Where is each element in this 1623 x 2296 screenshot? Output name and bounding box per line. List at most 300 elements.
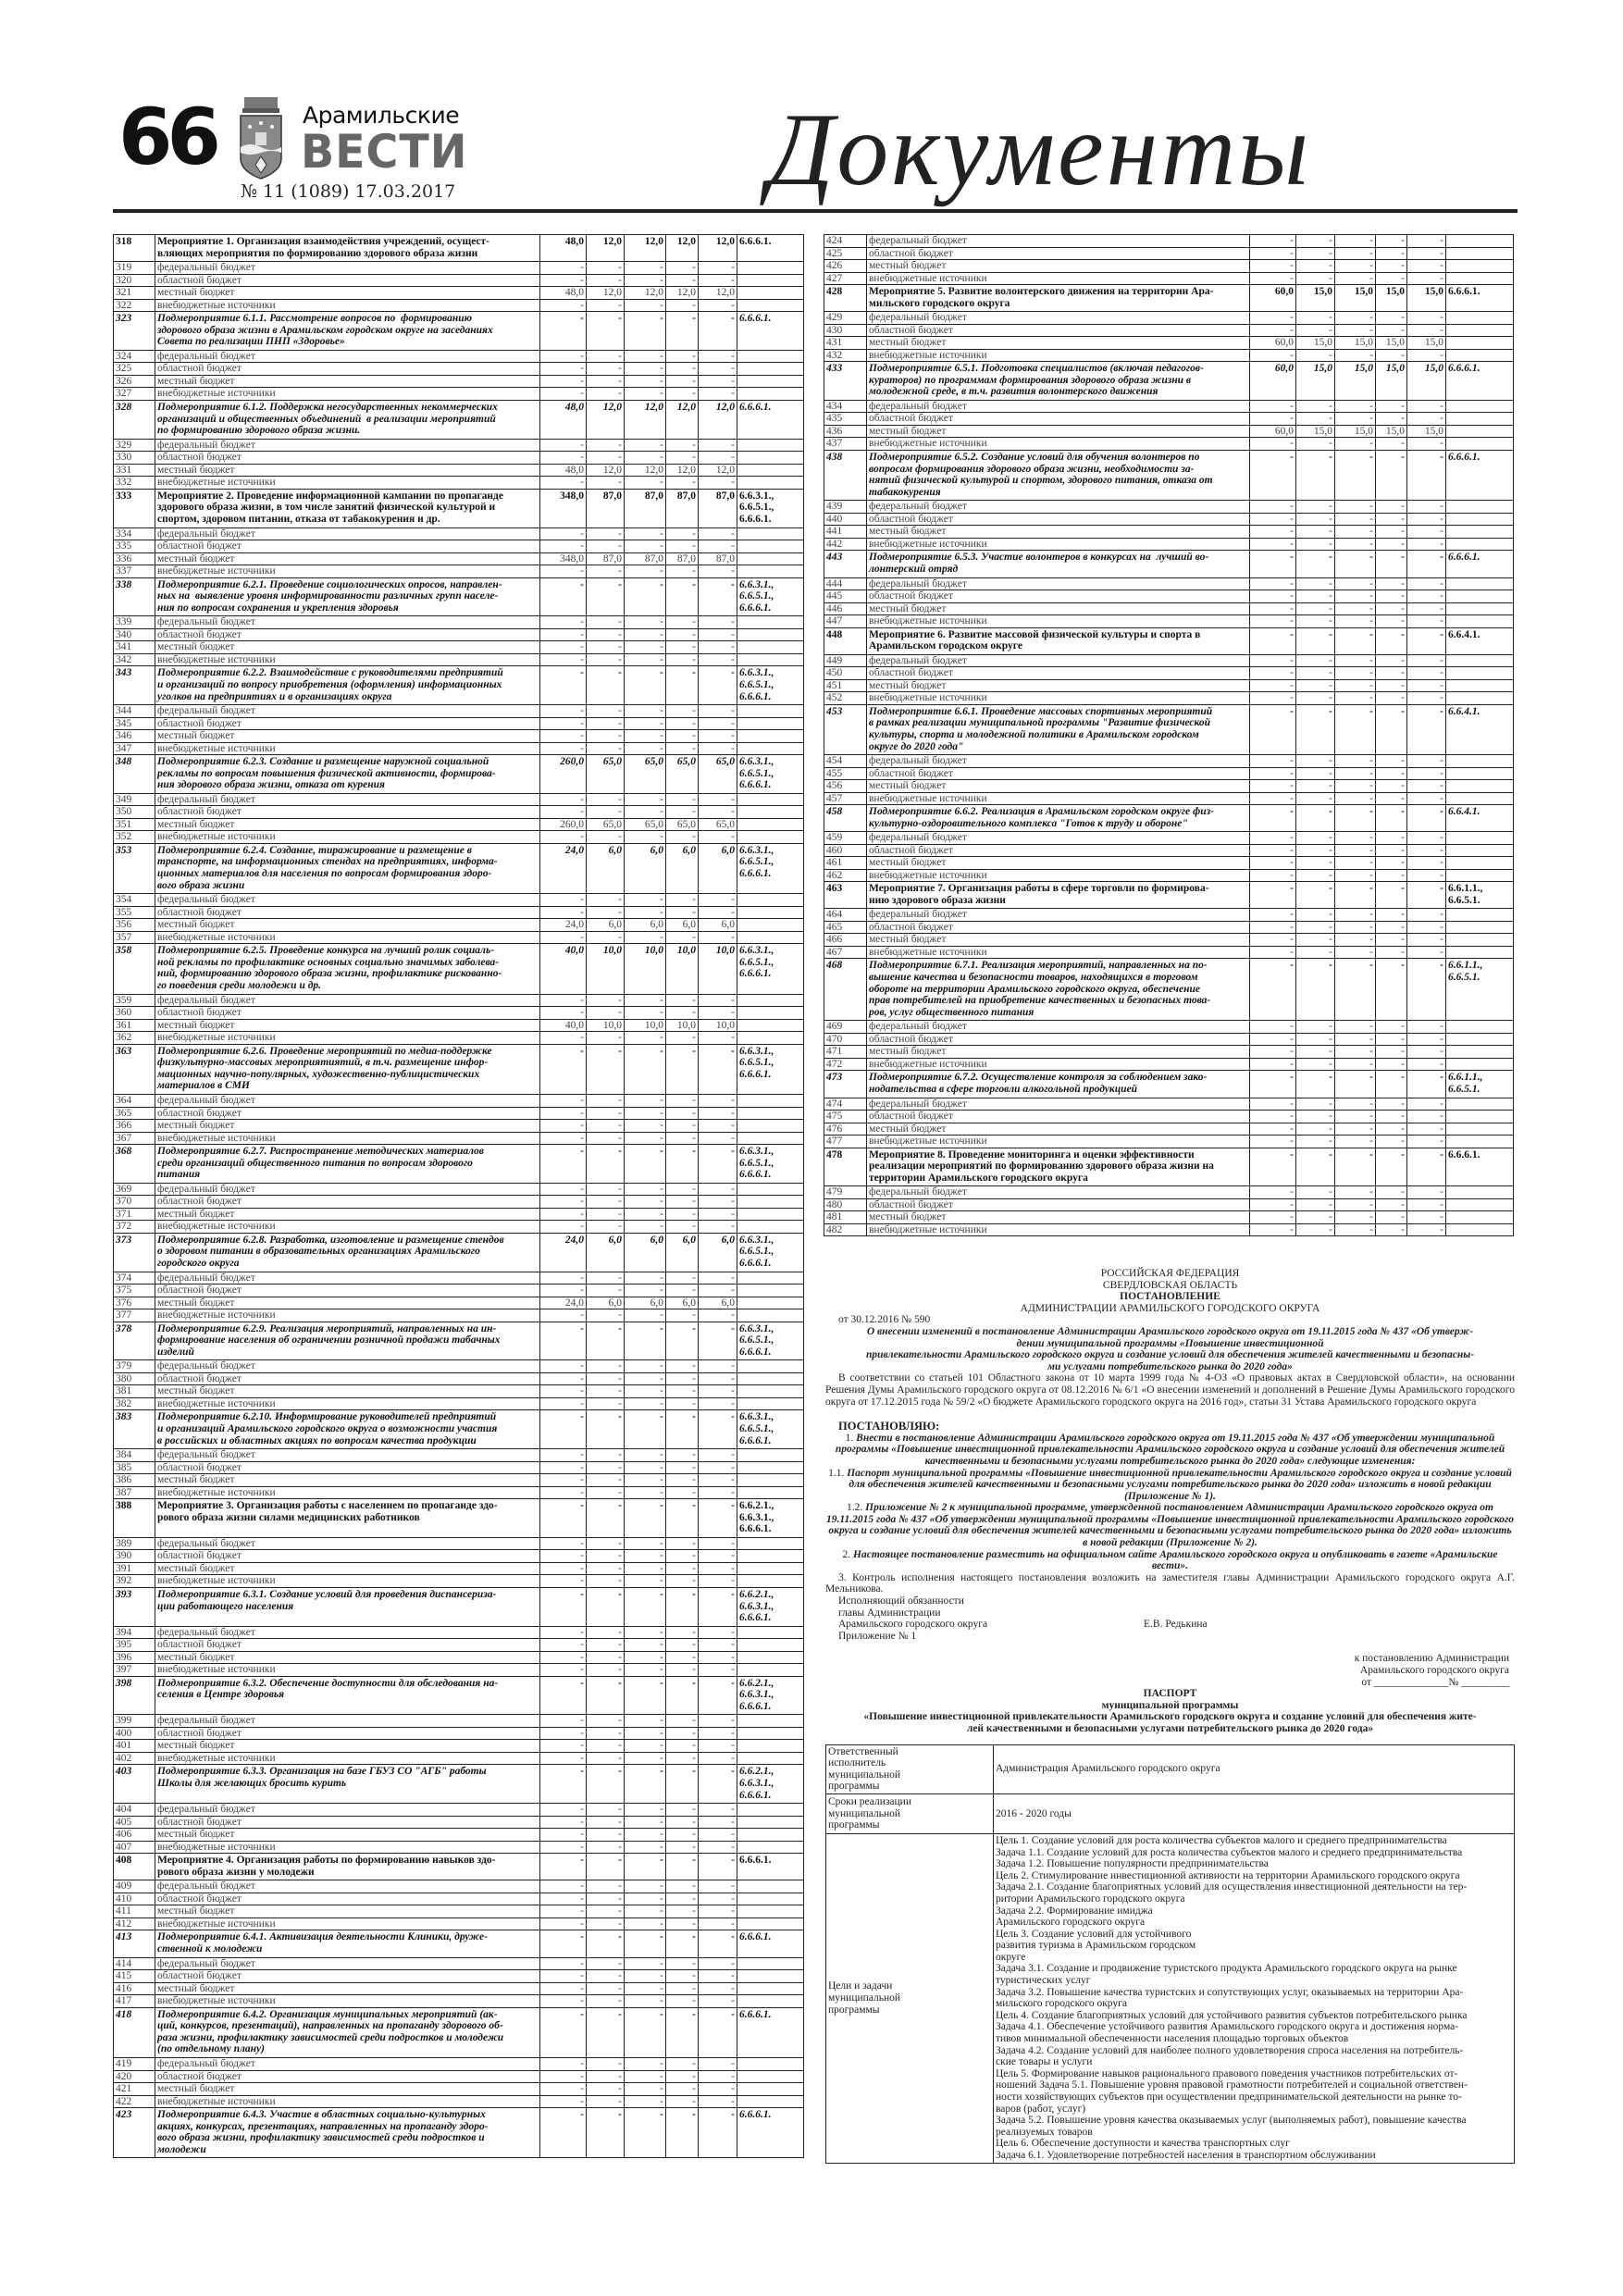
budget-source: областной бюджет [155,363,540,376]
year-value: - [1376,667,1407,680]
year-value: - [699,1499,737,1538]
budget-source: внебюджетные источники [155,2095,540,2108]
year-value: - [1296,959,1335,1021]
target-codes [1446,921,1514,934]
year-value: - [699,1562,737,1575]
budget-source: областной бюджет [867,1198,1250,1211]
row-number: 379 [114,1360,155,1373]
year-value: - [1376,679,1407,692]
year-value: - [587,641,625,654]
year-value: - [666,1183,699,1196]
target-codes: 6.6.6.1. [737,2108,804,2158]
budget-source: местный бюджет [155,1905,540,1918]
table-row-budget [114,1032,804,1045]
budget-source: внебюджетные источники [867,946,1250,959]
row-number: 342 [114,653,155,666]
year-value: - [1296,667,1335,680]
target-codes [737,1727,804,1740]
program-table-right [824,234,1514,1236]
total-value: - [1250,235,1296,248]
total-value: - [1250,882,1296,909]
table-row-budget [114,1982,804,1995]
year-value: - [625,439,666,452]
year-value: - [699,2070,737,2083]
passport-subtitle: муниципальной программы [1101,1699,1239,1711]
year-value: - [625,717,666,730]
year-value: - [699,1145,737,1184]
budget-source: областной бюджет [867,247,1250,260]
table-row-activity [824,805,1514,832]
year-value: - [1335,1021,1376,1034]
budget-source: областной бюджет [155,1285,540,1297]
table-row-budget [824,513,1514,526]
row-number: 387 [114,1486,155,1499]
year-value: - [1335,400,1376,413]
total-value: 48,0 [540,400,587,439]
passport-program-name: «Повышение инвестиционной привлекательности Арамильского городского округа и создание условий для обеспечения жите- лей качественными и безопасными услугами потребительского рынка до 2020 года» [863,1711,1477,1734]
year-value: 12,0 [699,400,737,439]
year-value: - [699,717,737,730]
activity-name: Мероприятие 2. Проведение информационной кампании по пропаганде здорового образа жизни, в том числе занятий физической культурой и спортом, здоровом питании, отказа от табакокурения и др. [155,489,540,527]
doc-date-number: от 30.12.2016 № 590 [838,1314,931,1326]
table-row-budget [114,1297,804,1309]
row-number: 318 [114,235,155,262]
year-value: - [587,1449,625,1462]
total-value: - [1250,959,1296,1021]
passport-value: Цель 1. Создание условий для роста количества субъектов малого и среднего предпринимательства Задача 1.1. Создание условий для роста количества субъектов малого и среднего предпринимательства Задача 1.2. Повышение популярности предпринимательства Цель 2. Стимулирование инвестиционной активности на территории Арамильского городского округа Задача 2.1. Создание благоприятных условий для осуществления инвестиционной деятельности на тер- ритории Арамильского городского округа Задача 2.2. Формирование имиджа Арамильского городского округа Цель 3. Создание условий для устойчивого развития туризма в Арамильском городском округе Задача 3.1. Создание и продвижение туристского продукта Арамильского городского округа на рынке туристических услуг Задача 3.2. Повышение качества туристских и сопутствующих услуг, оказываемых на территории Ара- мильского городского округа Цель 4. Создание благоприятных условий для устойчивого развития субъектов потребительского рынка Задача 4.1. Обеспечение устойчивого развития Арамильского городского округа и достижения норма- тивов минимальной обеспеченности населения площадью торговых объектов Задача 4.2. Создание условий для наиболее полного удовлетворения спроса населения на потребитель- ские товары и услуги Цель 5. Формирование навыков рационального правового поведения участников потребительских от- ношений Задача 5.1. Повышение уровня правовой грамотности потребителей и социальной ответствен- ности хозяйствующих субъектов при осуществлении предпринимательской деятельности на рынке то- варов (работ, услуг) Задача 5.2. Повышение уровня качества оказываемых услуг (выполняемых работ), повышение качества реализуемых товаров Цель 6. Обеспечение доступности и качества транспортных слуг Задача 6.1. Удовлетворение потребностей населения в транспортном обслуживании [994,1833,1515,2163]
total-value: - [540,363,587,376]
year-value: - [1407,400,1446,413]
point-text: Настоящее постановление разместить на официальном сайте Арамильского городского округа и опубликовать в газете «Арамильские вести». [853,1548,1498,1572]
total-value: - [540,452,587,465]
year-value: - [625,1410,666,1449]
budget-source: внебюджетные источники [155,1752,540,1765]
year-value: - [587,666,625,705]
target-codes: 6.6.1.1., 6.6.5.1. [1446,1071,1514,1098]
target-codes: 6.6.3.1., 6.6.5.1., 6.6.6.1. [737,1410,804,1449]
target-codes [737,1019,804,1032]
year-value: - [666,1752,699,1765]
year-value: - [625,1499,666,1538]
row-number: 323 [114,312,155,351]
budget-source: внебюджетные источники [155,831,540,844]
signer-title: главы Администрации [838,1607,941,1619]
year-value: 6,0 [587,919,625,932]
year-value: - [1296,1223,1335,1236]
year-value: - [666,1575,699,1588]
year-value: - [699,1917,737,1930]
table-row-budget [114,2083,804,2096]
total-value: - [1250,832,1296,845]
row-number: 411 [114,1905,155,1918]
table-row-budget [824,501,1514,514]
year-value: - [1296,538,1335,551]
year-value: - [587,363,625,376]
row-number: 452 [824,692,867,705]
year-value: - [1376,755,1407,768]
table-row-budget [114,717,804,730]
row-number: 389 [114,1537,155,1550]
table-row-budget [114,616,804,629]
total-value: 40,0 [540,1019,587,1032]
table-row-budget [114,1740,804,1753]
year-value: - [666,1474,699,1487]
year-value: - [587,1550,625,1563]
year-value: - [587,1221,625,1234]
passport-row [826,1793,1515,1833]
row-number: 417 [114,1995,155,2008]
budget-source: внебюджетные источники [155,1032,540,1045]
row-number: 443 [824,551,867,577]
year-value: 12,0 [666,400,699,439]
target-codes [1446,1046,1514,1059]
row-number: 358 [114,944,155,994]
row-number: 473 [824,1071,867,1098]
doc-issuer: АДМИНИСТРАЦИИ АРАМИЛЬСКОГО ГОРОДСКОГО ОКРУГА [1020,1302,1320,1314]
year-value: - [625,793,666,806]
year-value: - [699,2108,737,2158]
year-value: - [587,628,625,641]
row-number: 395 [114,1639,155,1652]
year-value: - [699,1651,737,1664]
table-row-budget [114,1285,804,1297]
year-value: - [625,1285,666,1297]
year-value: - [666,1372,699,1385]
target-codes: 6.6.3.1., 6.6.5.1., 6.6.6.1. [737,1233,804,1272]
year-value: - [625,388,666,401]
target-codes [1446,577,1514,590]
year-value: - [699,1272,737,1285]
total-value: 40,0 [540,944,587,994]
target-codes: 6.6.4.1. [1446,704,1514,754]
total-value: - [1250,844,1296,857]
year-value: 10,0 [587,1019,625,1032]
year-value: - [666,1957,699,1970]
budget-source: местный бюджет [155,2083,540,2096]
year-value: - [1335,272,1376,285]
year-value: - [1335,513,1376,526]
year-value: - [1296,1136,1335,1148]
year-value: - [1407,501,1446,514]
year-value: - [1335,577,1376,590]
year-value: - [1376,413,1407,426]
year-value: - [666,994,699,1007]
budget-source: областной бюджет [155,717,540,730]
row-number: 319 [114,262,155,275]
year-value: - [699,1893,737,1905]
year-value: - [625,363,666,376]
row-number: 353 [114,843,155,893]
total-value: - [540,1804,587,1817]
table-row-budget [114,1626,804,1639]
row-number: 455 [824,767,867,780]
row-number: 383 [114,1410,155,1449]
year-value: - [666,1309,699,1322]
year-value: - [625,299,666,312]
year-value: - [587,894,625,907]
year-value: - [587,540,625,553]
year-value: - [666,1499,699,1538]
year-value: - [1407,909,1446,922]
year-value: - [666,1880,699,1893]
budget-source: федеральный бюджет [867,501,1250,514]
row-number: 366 [114,1120,155,1133]
budget-source: федеральный бюджет [155,705,540,718]
total-value: - [540,1893,587,1905]
year-value: - [1376,1033,1407,1046]
year-value: - [699,1995,737,2008]
year-value: - [1335,844,1376,857]
year-value: - [699,705,737,718]
target-codes [737,274,804,287]
table-row-budget [114,1804,804,1817]
total-value: - [540,540,587,553]
year-value: - [587,931,625,944]
budget-source: местный бюджет [155,287,540,300]
target-codes [737,1272,804,1285]
row-number: 333 [114,489,155,527]
budget-source: областной бюджет [867,413,1250,426]
year-value: - [699,931,737,944]
doc-header-line: РОССИЙСКАЯ ФЕДЕРАЦИЯ [1100,1268,1240,1279]
table-row-budget [824,272,1514,285]
year-value: - [1335,832,1376,845]
table-row-budget [114,730,804,743]
year-value: 12,0 [699,287,737,300]
budget-source: федеральный бюджет [155,2058,540,2071]
target-codes [1446,1211,1514,1224]
table-row-budget [824,654,1514,667]
budget-source: местный бюджет [867,679,1250,692]
total-value: - [540,1880,587,1893]
year-value: - [1407,692,1446,705]
year-value: - [1296,1058,1335,1071]
budget-source: местный бюджет [867,857,1250,870]
year-value: - [1296,260,1335,273]
year-value: - [625,1196,666,1209]
total-value: - [1250,780,1296,793]
target-codes: 6.6.6.1. [737,1930,804,1957]
activity-name: Подмероприятие 6.1.1. Рассмотрение вопросов по формированию здорового образа жизни в Арамильском городском округе на заседаниях Совета по реализации ПНП «Здоровье» [155,312,540,351]
year-value: - [699,894,737,907]
activity-name: Подмероприятие 6.5.3. Участие волонтеров в конкурсах на лучший во- лонтерский отряд [867,551,1250,577]
year-value: - [625,628,666,641]
year-value: - [625,540,666,553]
table-row-budget [824,909,1514,922]
year-value: - [625,1841,666,1854]
total-value: 24,0 [540,1297,587,1309]
target-codes: 6.6.3.1., 6.6.5.1., 6.6.6.1. [737,843,804,893]
year-value: - [587,742,625,755]
year-value: - [625,1372,666,1385]
row-number: 479 [824,1186,867,1199]
year-value: - [587,1854,625,1880]
year-value: - [1407,1223,1446,1236]
year-value: 6,0 [625,919,666,932]
year-value: - [1335,792,1376,805]
total-value: - [540,1854,587,1880]
target-codes [737,2095,804,2108]
total-value: - [540,1360,587,1373]
table-row-budget [114,363,804,376]
table-row-activity [114,755,804,794]
year-value: - [699,1208,737,1221]
year-value: - [625,1385,666,1398]
total-value: - [540,1626,587,1639]
year-value: - [1296,627,1335,654]
year-value: - [1376,615,1407,628]
row-number: 408 [114,1854,155,1880]
row-number: 348 [114,755,155,794]
year-value: - [699,1372,737,1385]
row-number: 405 [114,1816,155,1829]
row-number: 432 [824,349,867,362]
row-number: 386 [114,1474,155,1487]
row-number: 465 [824,921,867,934]
row-number: 410 [114,1893,155,1905]
year-value: - [1376,438,1407,451]
target-codes: 6.6.6.1. [1446,362,1514,401]
year-value: - [666,717,699,730]
year-value: - [699,1880,737,1893]
budget-source: федеральный бюджет [155,1804,540,1817]
row-number: 420 [114,2070,155,2083]
table-row-budget [824,615,1514,628]
total-value: - [540,274,587,287]
table-row-budget [824,667,1514,680]
row-number: 326 [114,375,155,388]
year-value: - [699,1107,737,1120]
table-row-activity [114,1145,804,1184]
year-value: - [1335,551,1376,577]
budget-source: федеральный бюджет [867,400,1250,413]
table-row-activity [824,450,1514,500]
year-value: - [625,375,666,388]
passport-value: Администрация Арамильского городского округа [994,1744,1515,1793]
target-codes [1446,832,1514,845]
row-number: 407 [114,1841,155,1854]
year-value: - [666,2070,699,2083]
row-number: 419 [114,2058,155,2071]
activity-name: Подмероприятие 6.2.6. Проведение мероприятий по медиа-поддержке физкультурно-массовых мероприятиятий, в т.ч. размещение инфор- мационных научно-популярных, художественно-публицистических материалов в СМИ [155,1044,540,1094]
target-codes [1446,755,1514,768]
program-table-left [113,234,804,2158]
year-value: - [699,1032,737,1045]
target-codes [1446,337,1514,350]
activity-name: Мероприятие 6. Развитие массовой физической культуры и спорта в Арамильском городском округе [867,627,1250,654]
doc-control-clause: 3. Контроль исполнения настоящего постановления возложить на заместителя главы Администрации Арамильского городского округа А.Г. Мельникова. [825,1571,1515,1595]
budget-source: местный бюджет [155,1019,540,1032]
year-value: - [1335,1046,1376,1059]
year-value: - [625,1804,666,1817]
year-value: - [1335,921,1376,934]
year-value: 15,0 [1335,362,1376,401]
row-number: 457 [824,792,867,805]
year-value: - [625,1562,666,1575]
budget-source: местный бюджет [155,1120,540,1133]
year-value: - [1296,654,1335,667]
appendix-ref [825,1653,1515,1688]
year-value: - [587,1183,625,1196]
table-row-budget [114,1575,804,1588]
year-value: 15,0 [1296,362,1335,401]
year-value: - [699,1474,737,1487]
target-codes [737,527,804,540]
row-number: 471 [824,1046,867,1059]
year-value: - [666,1145,699,1184]
year-value: - [666,2095,699,2108]
row-number: 412 [114,1917,155,1930]
year-value: 12,0 [666,464,699,477]
year-value: - [699,1575,737,1588]
year-value: - [1376,869,1407,882]
total-value: - [540,1917,587,1930]
year-value: - [1376,909,1407,922]
year-value: - [1407,1033,1446,1046]
year-value: - [666,1664,699,1677]
year-value: - [587,806,625,819]
year-value: - [1335,324,1376,337]
year-value: - [1296,755,1335,768]
year-value: - [1407,792,1446,805]
year-value: - [666,1032,699,1045]
year-value: - [1335,627,1376,654]
target-codes [1446,946,1514,959]
table-row-activity [114,2007,804,2057]
total-value: - [540,1183,587,1196]
year-value: - [1296,704,1335,754]
year-value: - [699,1397,737,1410]
year-value: - [625,1461,666,1474]
total-value: - [540,1727,587,1740]
budget-source: федеральный бюджет [155,1537,540,1550]
page-number: 66 [118,92,216,182]
total-value: - [540,1587,587,1626]
year-value: - [666,1537,699,1550]
row-number: 362 [114,1032,155,1045]
year-value: - [666,1208,699,1221]
year-value: - [666,1132,699,1145]
table-row-budget [824,538,1514,551]
target-codes [737,540,804,553]
year-value: - [699,1854,737,1880]
budget-source: внебюджетные источники [867,1058,1250,1071]
target-codes [737,705,804,718]
target-codes [737,641,804,654]
budget-source: федеральный бюджет [867,577,1250,590]
table-row-budget [114,1107,804,1120]
target-codes: 6.6.3.1., 6.6.5.1., 6.6.6.1. [737,1044,804,1094]
total-value: - [1250,590,1296,603]
year-value: - [1407,577,1446,590]
year-value: - [699,1752,737,1765]
row-number: 334 [114,527,155,540]
year-value: - [1335,882,1376,909]
target-codes [737,452,804,465]
year-value: - [625,1893,666,1905]
year-value: - [1407,882,1446,909]
year-value: - [1296,1071,1335,1098]
budget-source: федеральный бюджет [155,1272,540,1285]
table-row-activity [114,843,804,893]
row-number: 414 [114,1957,155,1970]
year-value: - [666,452,699,465]
year-value: - [1296,1211,1335,1224]
year-value: - [699,1829,737,1842]
table-row-budget [114,1183,804,1196]
table-row-budget [824,1223,1514,1236]
total-value: - [540,1982,587,1995]
